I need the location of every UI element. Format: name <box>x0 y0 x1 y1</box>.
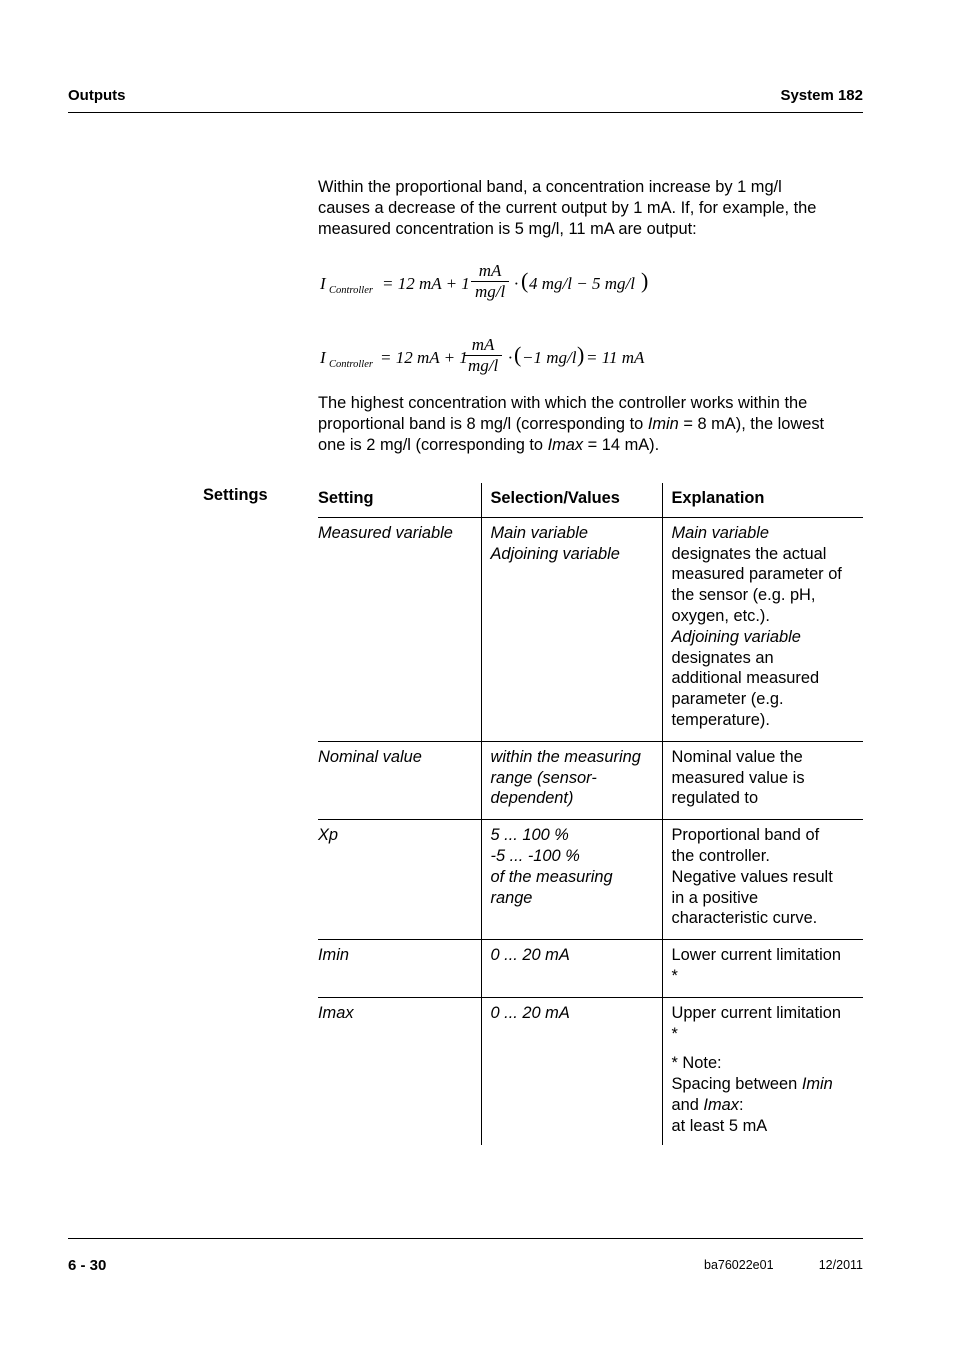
column-header-selection-values: Selection/Values <box>481 483 662 517</box>
explanation-cell: Nominal value the measured value is regulated to <box>662 741 863 819</box>
fraction-ma-per-mgl: $\frac{mA}{mg/l}$ <box>464 335 502 376</box>
setting-cell: Xp <box>318 820 481 940</box>
header-section-title: Outputs <box>68 87 126 104</box>
header-rule <box>68 112 863 113</box>
setting-cell: Imax <box>318 997 481 1144</box>
explanation-cell: Lower current limitation * <box>662 940 863 998</box>
values-cell: 0 ... 20 mA <box>481 940 662 998</box>
setting-cell: Imin <box>318 940 481 998</box>
values-cell: 5 ... 100 % -5 ... -100 % of the measuring range <box>481 820 662 940</box>
setting-cell: Measured variable <box>318 523 453 542</box>
explanation-cell: Main variable designates the actual measured parameter of the sensor (e.g. pH, oxygen, etc.). Adjoining variable designates an additional measured parameter (e.g. temperature). <box>662 517 863 741</box>
table-header-row <box>318 483 863 517</box>
setting-cell: Nominal value <box>318 741 481 819</box>
document-id: ba76022e01 <box>704 1258 774 1272</box>
footer-rule <box>68 1238 863 1239</box>
values-cell: 0 ... 20 mA <box>481 997 662 1144</box>
table-row <box>318 997 863 1144</box>
table-row <box>318 741 863 819</box>
table-row <box>318 517 863 741</box>
settings-side-label: Settings <box>203 486 268 504</box>
formula-example-2: I Controller = 12 mA + 1 $\frac{mA}{mg/l}$ · ( −1 mg/l ) = 11 mA <box>320 335 645 375</box>
document-date: 12/2011 <box>818 1258 863 1272</box>
column-header-setting: Setting <box>318 483 481 517</box>
fraction-ma-per-mgl: $\frac{mA}{mg/l}$ <box>471 261 509 302</box>
column-header-explanation: Explanation <box>662 483 863 517</box>
explanation-cell: Upper current limitation * * Note: Spacing between Imin and Imax: at least 5 mA <box>662 997 863 1144</box>
intro-paragraph: Within the proportional band, a concentration increase by 1 mg/l causes a decrease of the current output by 1 mA. If, for example, the measured concentration is 5 mg/l, 11 mA are output: <box>318 178 817 238</box>
limits-paragraph: The highest concentration with which the controller works within the proportional band is 8 mg/l (corresponding to Imin = 8 mA), the lowest one is 2 mg/l (corresponding to Imax = 14 mA). <box>318 394 825 454</box>
settings-table <box>318 483 863 1145</box>
table-row <box>318 820 863 940</box>
values-cell: within the measuring range (sensor- dependent) <box>481 741 662 819</box>
page-number: 6 - 30 <box>68 1257 107 1274</box>
values-cell: Main variable Adjoining variable <box>481 517 662 741</box>
header-product-name: System 182 <box>780 87 863 104</box>
explanation-cell: Proportional band of the controller. Negative values result in a positive characteristic curve. <box>662 820 863 940</box>
formula-example-1: I Controller = 12 mA + 1 $\frac{mA}{mg/l}$ · ( 4 mg/l − 5 mg/l ) <box>320 261 649 301</box>
table-row <box>318 940 863 998</box>
